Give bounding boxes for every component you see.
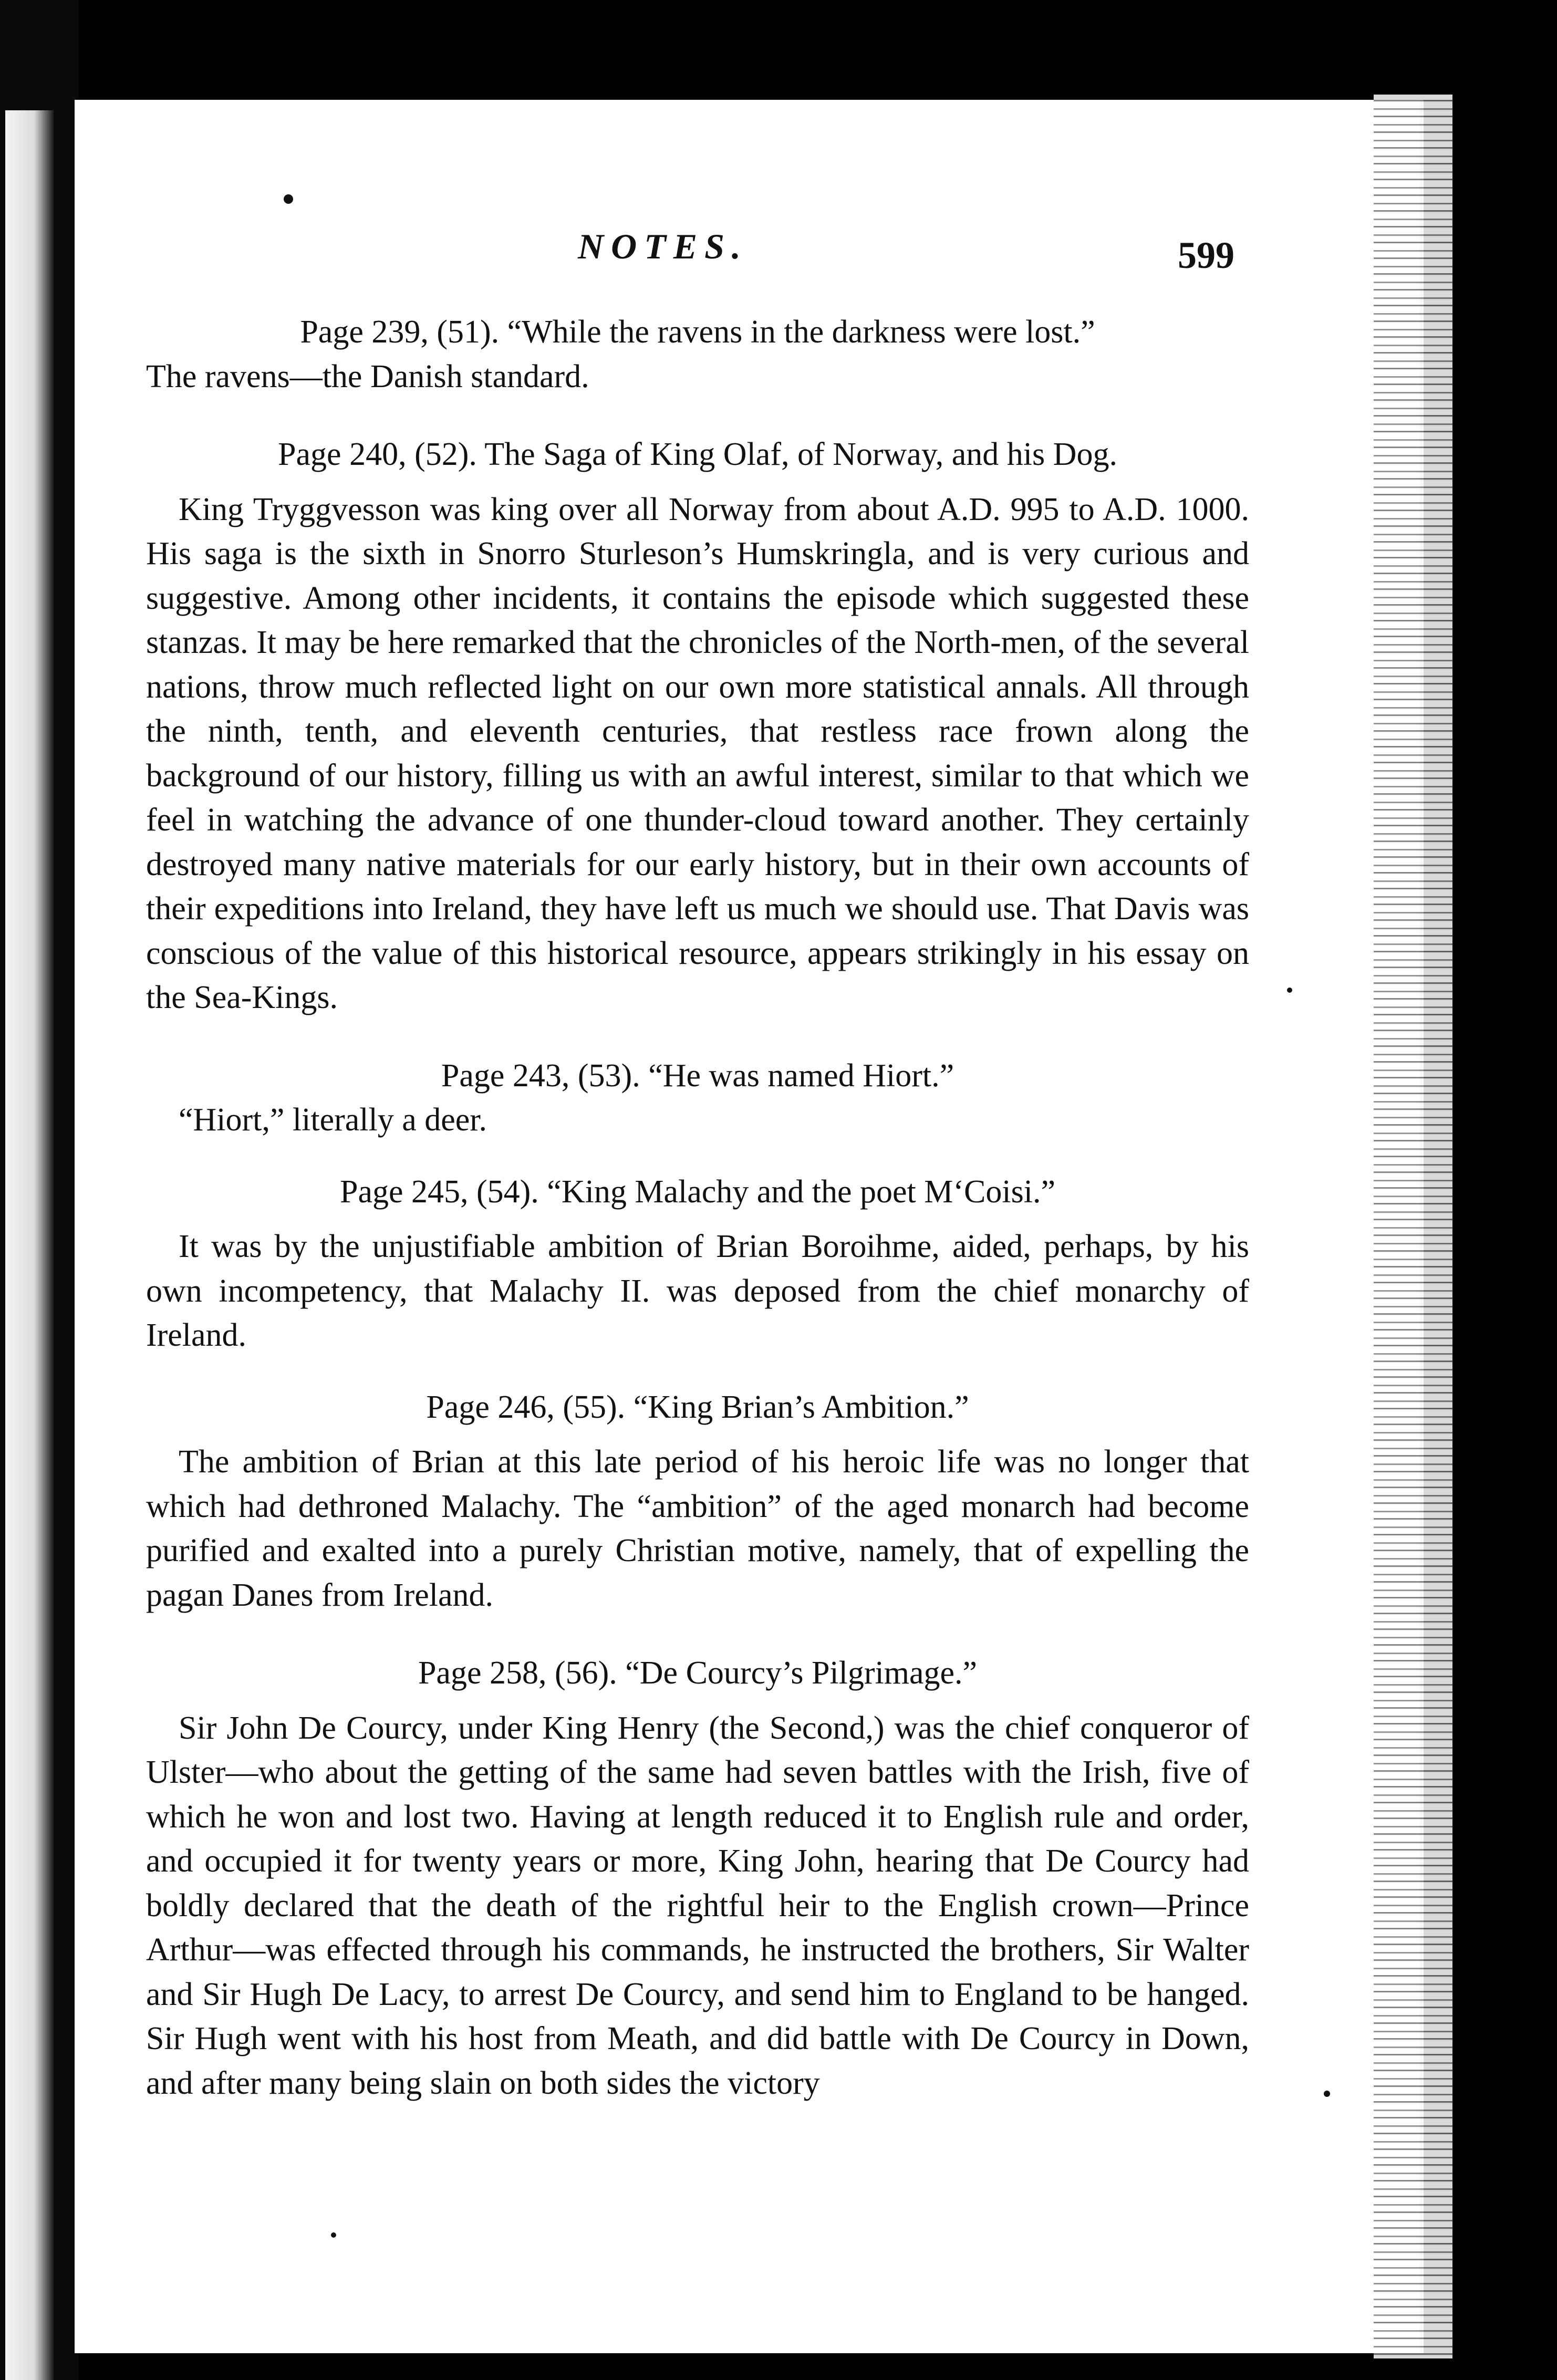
note-body: The ravens—the Danish standard. — [146, 358, 589, 394]
page-number: 599 — [1178, 234, 1234, 276]
note-body: The ambition of Brian at this late period of his heroic life was no longer that which had dethroned Malachy. The “ambition” of the aged monarch had become purified and exalted into a purely Christian motive, namely, that of expelling the pagan Danes from Ireland. — [146, 1444, 1249, 1613]
note-heading: Page 240, (52). The Saga of King Olaf, of Norway, and his Dog. — [278, 436, 1117, 472]
note-heading: Page 245, (54). “King Malachy and the poet M‘Coisi.” — [340, 1173, 1055, 1210]
running-head: NOTES. — [578, 226, 748, 266]
scan-speck — [284, 194, 293, 204]
note-body: “Hiort,” literally a deer. — [179, 1102, 487, 1138]
note-heading: Page 243, (53). “He was named Hiort.” — [441, 1057, 954, 1094]
scan-speck — [1324, 2091, 1330, 2097]
scan-edge-strip — [5, 110, 54, 2380]
note-body: King Tryggvesson was king over all Norway from about A.D. 995 to A.D. 1000. His saga is the sixth in Snorro Sturleson’s Humskringla, and is very curious and suggestive. Among other incidents, it contains the episode which suggested these stanzas. It may be here remarked that the chronicles of the North-men, of the several nations, throw much reflected light on our own more statistical annals. All through the ninth, tenth, and eleventh centuries, that restless race frown along the background of our history, filling us with an awful interest, similar to that which we feel in watching the advance of one thunder-cloud toward another. They certainly destroyed many native materials for our early history, but in their own accounts of their expeditions into Ireland, they have left us much we should use. That Davis was conscious of the value of this historical resource, appears strikingly in his essay on the Sea-Kings. — [146, 491, 1249, 1015]
note-body: It was by the unjustifiable ambition of Brian Boroihme, aided, perhaps, by his own incompetency, that Malachy II. was deposed from the chief monarchy of Ireland. — [146, 1229, 1249, 1353]
note-heading: Page 239, (51). “While the ravens in the darkness were lost.” — [300, 314, 1095, 350]
scan-speck — [1287, 988, 1292, 993]
page-stack-edge — [1374, 95, 1452, 2358]
note-body: Sir John De Courcy, under King Henry (the Second,) was the chief conqueror of Ulster—who about the getting of the same had seven battles with the Irish, five of which he won and lost two. Having at length reduced it to English rule and order, and occupied it for twenty years or more, King John, hearing that De Courcy had boldly declared that the death of the rightful heir to the English crown—Prince Arthur—was effected through his commands, he instructed the brothers, Sir Walter and Sir Hugh De Lacy, to arrest De Courcy, and send him to England to be hanged. Sir Hugh went with his host from Meath, and did battle with De Courcy in Down, and after many being slain on both sides the victory — [146, 1710, 1249, 2101]
note-heading: Page 246, (55). “King Brian’s Ambition.” — [426, 1389, 969, 1425]
note-heading: Page 258, (56). “De Courcy’s Pilgrimage.” — [418, 1655, 978, 1691]
scan-speck — [331, 2232, 336, 2238]
notes-text — [146, 310, 1249, 2105]
